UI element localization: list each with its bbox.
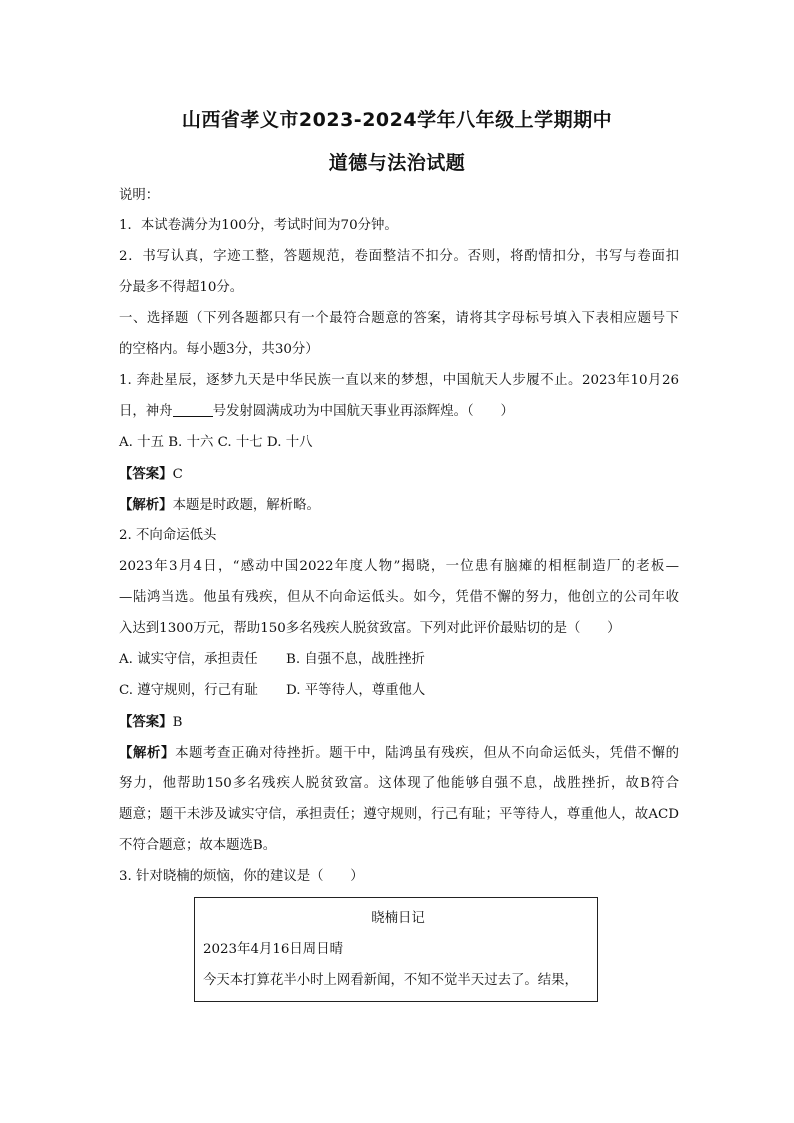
- q2-answer: [119, 712, 679, 733]
- q3-heading: 3. 针对晓楠的烦恼，你的建议是（ ）: [119, 869, 364, 884]
- q1-stem-line-1: 1. 奔赴星辰，逐梦九天是中华民族一直以来的梦想，中国航天人步履不止。2023年10月26: [119, 373, 679, 388]
- note-1: 1．本试卷满分为100分，考试时间为70分钟。: [119, 218, 398, 233]
- q2-options-row-1: [119, 650, 679, 670]
- q1-fill-blank: [173, 402, 213, 417]
- q2-analysis-line-4: 不符合题意；故本题选B。: [119, 838, 277, 853]
- q2-option-b: B. 自强不息，战胜挫折: [286, 652, 425, 667]
- q2-option-d: D. 平等待人，尊重他人: [286, 683, 426, 698]
- q2-stem-line-3: 入达到1300万元，帮助150多名残疾人脱贫致富。下列对此评价最贴切的是（ ）: [119, 621, 621, 636]
- intro-label: 说明：: [119, 188, 160, 203]
- q1-analysis: [119, 495, 679, 516]
- q2-analysis-line-1: [119, 743, 679, 764]
- diary-date: 2023年4月16日周日晴: [203, 942, 343, 957]
- q2-stem-line-2: —陆鸿当选。他虽有残疾，但从不向命运低头。如今，凭借不懈的努力，他创立的公司年收: [119, 590, 679, 605]
- section-heading-line-2: 的空格内。每小题3分，共30分）: [119, 342, 319, 357]
- analysis-text: 本题考查正确对待挫折。题干中，陆鸿虽有残疾，但从不向命运低头，凭借不懈的: [175, 746, 679, 761]
- answer-tag: 【答案】: [119, 714, 173, 730]
- q1-stem-pre: 日，神舟: [119, 404, 173, 419]
- q1-stem-line-2: [119, 402, 679, 422]
- q1-stem-post: 号发射圆满成功为中国航天事业再添辉煌。（ ）: [212, 404, 514, 419]
- section-heading-line-1: 一、选择题（下列各题都只有一个最符合题意的答案，请将其字母标号填入下表相应题号下: [119, 311, 679, 326]
- diary-box: [194, 897, 598, 1002]
- analysis-text: 本题是时政题，解析略。: [172, 498, 320, 513]
- diary-text: 今天本打算花半小时上网看新闻，不知不觉半天过去了。结果，: [203, 973, 578, 988]
- q2-analysis-line-3: 题意；题干未涉及诚实守信，承担责任；遵守规则，行己有耻；平等待人，尊重他人，故ACD: [119, 807, 679, 822]
- answer-value: C: [172, 467, 183, 482]
- q2-option-c: C. 遵守规则，行己有耻: [119, 683, 258, 698]
- q2-heading: 2. 不向命运低头: [119, 528, 217, 543]
- note-2-line-2: 分最多不得超10分。: [119, 280, 244, 295]
- note-2-line-1: 2．书写认真，字迹工整，答题规范，卷面整洁不扣分。否则，将酌情扣分，书写与卷面扣: [119, 249, 679, 264]
- exam-title: 山西省孝义市2023-2024学年八年级上学期期中: [181, 109, 613, 131]
- analysis-tag: 【解析】: [119, 745, 176, 761]
- q2-option-a: A. 诚实守信，承担责任: [119, 652, 258, 667]
- answer-value: B: [172, 715, 183, 730]
- q2-options-row-2: [119, 681, 679, 701]
- q1-answer: [119, 464, 679, 485]
- q2-stem-line-1: 2023年3月4日，“感动中国2022年度人物”揭晓，一位患有脑瘫的相框制造厂的老板—: [119, 559, 679, 574]
- q1-options: A. 十五 B. 十六 C. 十七 D. 十八: [119, 435, 313, 450]
- exam-subtitle: 道德与法治试题: [328, 152, 466, 174]
- analysis-tag: 【解析】: [119, 497, 173, 513]
- diary-title: 晓楠日记: [371, 911, 425, 926]
- answer-tag: 【答案】: [119, 466, 173, 482]
- q2-analysis-line-2: 努力，他帮助150多名残疾人脱贫致富。这体现了他能够自强不息，战胜挫折，故B符合: [119, 776, 679, 791]
